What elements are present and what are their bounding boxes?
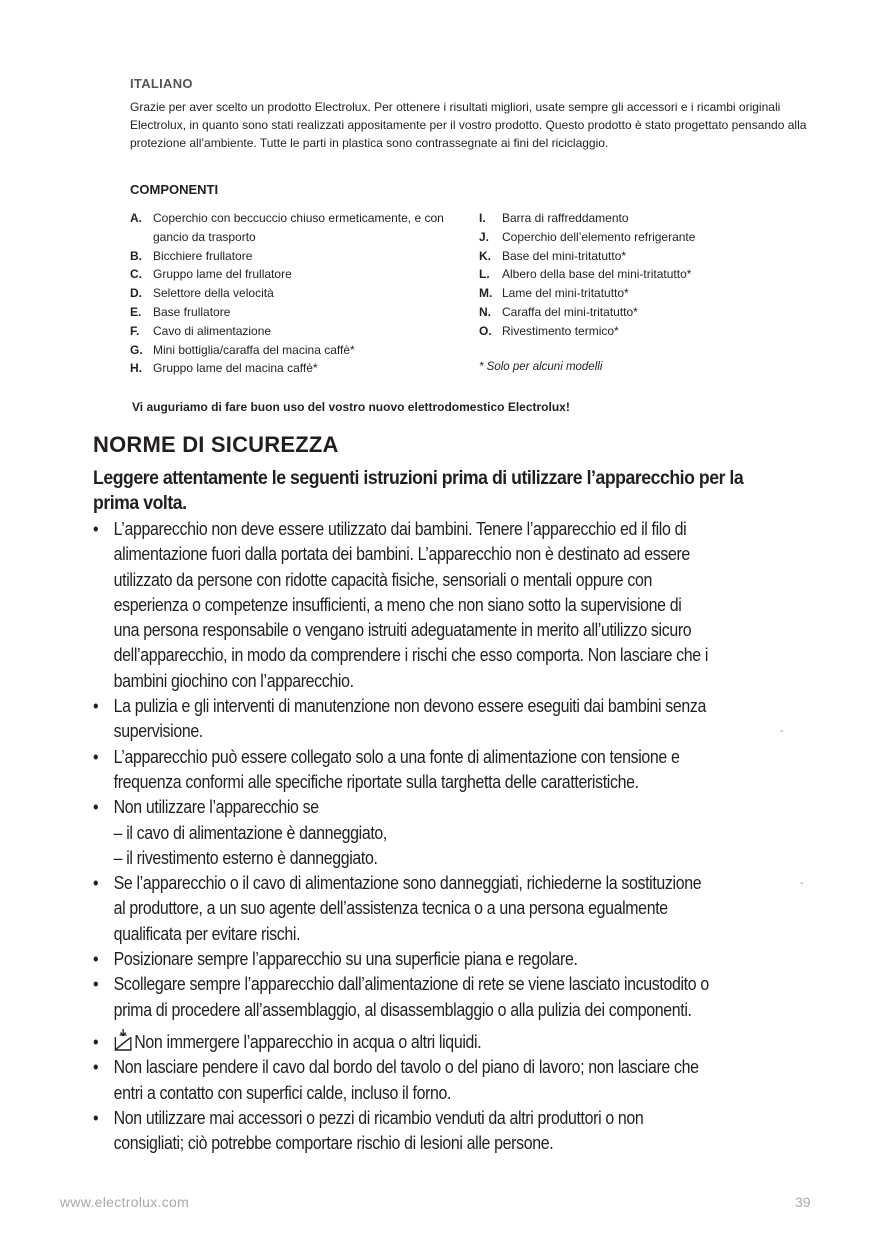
component-letter: J. bbox=[479, 229, 490, 244]
component-text: Barra di raffreddamento bbox=[502, 211, 629, 225]
rule-line: • Non utilizzare l’apparecchio se bbox=[113, 796, 319, 818]
rule-line: entri a contatto con superfici calde, incluso il forno. bbox=[113, 1081, 452, 1103]
rule-line: consigliati; ciò potrebbe comportare rischio di lesioni alle persone. bbox=[113, 1132, 554, 1154]
component-letter: F. bbox=[130, 323, 140, 338]
component-text: Caraffa del mini-tritatutto* bbox=[502, 304, 638, 319]
component-text: Selettore della velocità bbox=[153, 286, 274, 301]
rule-line: Non immergere l’apparecchio in acqua o altri liquidi. bbox=[134, 1030, 482, 1052]
component-item bbox=[479, 209, 819, 228]
rule-line: frequenza conformi alle specifiche riportate sulla targhetta delle caratteristiche. bbox=[113, 770, 639, 792]
components-heading: COMPONENTI bbox=[130, 182, 219, 197]
rule-line: una persona responsabile o vengano istruiti adeguatamente in merito all’utilizzo sicuro bbox=[113, 619, 692, 641]
component-text: Base frullatore bbox=[153, 304, 231, 319]
rule-line: esperienza o competenze insufficienti, a meno che non siano sotto la supervisione di bbox=[113, 593, 682, 615]
component-letter: C. bbox=[130, 267, 142, 282]
component-text: Coperchio con beccuccio chiuso ermeticamente, e con gancio da trasporto bbox=[153, 211, 444, 244]
component-item bbox=[130, 303, 470, 322]
safety-rule bbox=[93, 744, 760, 795]
rule-line: utilizzato da persone con ridotte capacità fisiche, sensoriali o mentali oppure con bbox=[113, 568, 652, 590]
rule-line: • Scollegare sempre l’apparecchio dall’alimentazione di rete se viene lasciato incustodito o bbox=[113, 973, 709, 995]
component-text: Cavo di alimentazione bbox=[153, 323, 272, 338]
component-item bbox=[130, 209, 470, 247]
safety-rule bbox=[93, 1029, 760, 1054]
models-note: * Solo per alcuni modelli bbox=[479, 360, 603, 373]
rule-line: • L’apparecchio può essere collegato solo a una fonte di alimentazione con tensione e bbox=[113, 745, 680, 767]
safety-rule bbox=[93, 794, 760, 870]
safety-heading: NORME DI SICUREZZA bbox=[93, 432, 339, 457]
page-number: 39 bbox=[795, 1194, 811, 1210]
rule-line: al produttore, a un suo agente dell’assistenza tecnica o a una persona egualmente bbox=[113, 897, 668, 919]
component-letter: K. bbox=[479, 248, 491, 263]
safety-rule bbox=[93, 971, 760, 1022]
rule-line: qualificata per evitare rischi. bbox=[113, 922, 301, 944]
rule-line: dell’apparecchio, in modo da comprendere i rischi che esso comporta. Non lasciare che i bbox=[113, 644, 709, 666]
component-item bbox=[479, 303, 819, 322]
component-item bbox=[130, 322, 470, 341]
component-item bbox=[479, 228, 819, 247]
rule-line: • Non lasciare pendere il cavo dal bordo del tavolo o del piano di lavoro; non lasciare che bbox=[113, 1056, 699, 1078]
safety-rules-list bbox=[93, 516, 760, 1155]
rule-line: alimentazione fuori dalla portata dei bambini. L’apparecchio non è destinato ad essere bbox=[113, 543, 690, 565]
safety-lead: Leggere attentamente le seguenti istruzioni prima di utilizzare l’apparecchio per la prima volta. bbox=[93, 468, 744, 514]
safety-rule bbox=[93, 693, 760, 744]
component-text: Albero della base del mini-tritatutto* bbox=[502, 267, 692, 282]
component-letter: B. bbox=[130, 248, 142, 263]
rule-line: • Posizionare sempre l’apparecchio su una superficie piana e regolare. bbox=[113, 948, 578, 970]
component-text: Gruppo lame del macina caffè* bbox=[153, 361, 318, 376]
component-letter: E. bbox=[130, 304, 142, 319]
safety-rule bbox=[93, 516, 760, 693]
component-text: Base del mini-tritatutto* bbox=[502, 248, 627, 263]
component-item bbox=[479, 265, 819, 284]
component-text: Bicchiere frullatore bbox=[153, 248, 253, 263]
component-letter: O. bbox=[479, 323, 492, 338]
margin-mark: - bbox=[780, 726, 784, 737]
component-letter: A. bbox=[130, 211, 142, 225]
rule-line: • Se l’apparecchio o il cavo di alimentazione sono danneggiati, richiederne la sostituzione bbox=[113, 872, 702, 894]
component-letter: N. bbox=[479, 304, 491, 319]
rule-line: prima di procedere all’assemblaggio, al disassemblaggio o alla pulizia dei componenti. bbox=[113, 998, 692, 1020]
rule-line: • La pulizia e gli interventi di manutenzione non devono essere eseguiti dai bambini senza bbox=[113, 695, 707, 717]
component-letter: G. bbox=[130, 342, 143, 357]
component-letter: H. bbox=[130, 361, 142, 376]
component-item bbox=[479, 247, 819, 266]
rule-line: • Non utilizzare mai accessori o pezzi di ricambio venduti da altri produttori o non bbox=[113, 1106, 644, 1128]
intro-paragraph: Grazie per aver scelto un prodotto Electrolux. Per ottenere i risultati migliori, usate sempre gli accessori e i ricambi originali Electrolux, in quanto sono stati realizzati appositamente per il vostro prodotto. Questo prodotto è stato progettato pensando alla protezione all’ambiente. Tutte le parti in plastica sono contrassegnate ai fini del riciclaggio. bbox=[130, 100, 807, 150]
component-item bbox=[479, 284, 819, 303]
component-item bbox=[130, 341, 470, 360]
component-letter: I. bbox=[479, 211, 486, 225]
wish-line: Vi auguriamo di fare buon uso del vostro nuovo elettrodomestico Electrolux! bbox=[132, 400, 570, 414]
component-text: Gruppo lame del frullatore bbox=[153, 267, 292, 282]
component-item bbox=[130, 359, 470, 378]
rule-line: • L’apparecchio non deve essere utilizzato dai bambini. Tenere l’apparecchio ed il filo di bbox=[113, 518, 687, 539]
rule-line: – il rivestimento esterno è danneggiato. bbox=[113, 846, 378, 868]
footer-url: www.electrolux.com bbox=[60, 1194, 190, 1210]
components-list-right bbox=[479, 209, 819, 376]
margin-mark: - bbox=[800, 878, 804, 889]
rule-line: bambini giochino con l’apparecchio. bbox=[113, 669, 354, 691]
safety-rule bbox=[93, 870, 760, 946]
component-letter: D. bbox=[130, 286, 142, 301]
component-text: Rivestimento termico* bbox=[502, 323, 619, 338]
component-letter: M. bbox=[479, 286, 493, 301]
component-item bbox=[130, 284, 470, 303]
component-letter: L. bbox=[479, 267, 490, 282]
component-item bbox=[130, 265, 470, 284]
rule-line: – il cavo di alimentazione è danneggiato, bbox=[113, 821, 387, 843]
no-immersion-icon bbox=[114, 1029, 133, 1051]
safety-rule bbox=[93, 946, 760, 971]
component-item bbox=[130, 247, 470, 266]
safety-rule bbox=[93, 1054, 760, 1105]
language-heading: ITALIANO bbox=[130, 76, 193, 91]
component-text: Lame del mini-tritatutto* bbox=[502, 286, 629, 301]
component-text: Mini bottiglia/caraffa del macina caffè* bbox=[153, 342, 355, 357]
safety-rule bbox=[93, 1105, 760, 1156]
component-item bbox=[479, 322, 819, 341]
component-text: Coperchio dell’elemento refrigerante bbox=[502, 229, 696, 244]
components-list-left bbox=[130, 209, 470, 378]
rule-line: supervisione. bbox=[113, 720, 203, 742]
